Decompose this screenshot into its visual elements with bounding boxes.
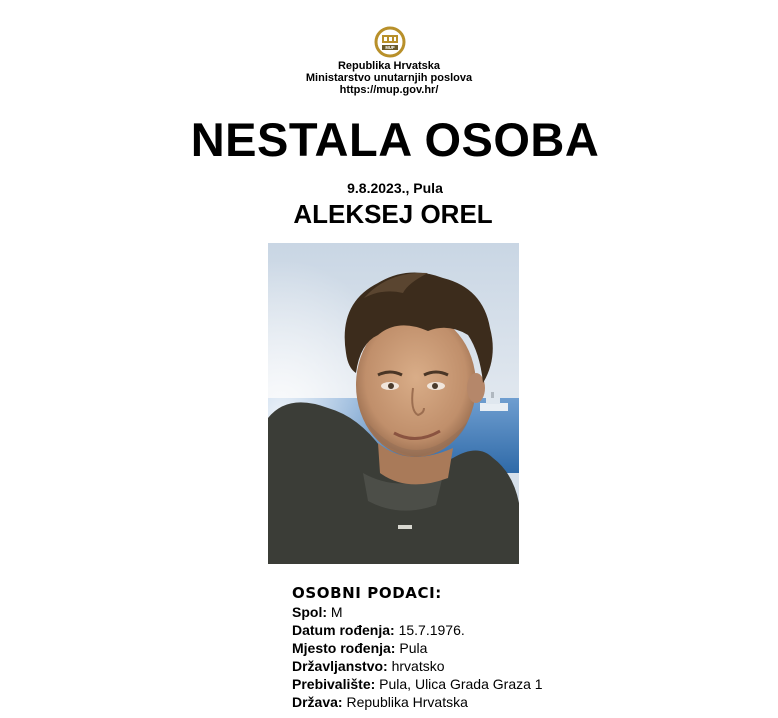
- detail-row-residence: [292, 675, 543, 693]
- detail-label: Prebivalište:: [292, 676, 376, 692]
- date-place: 9.8.2023., Pula: [347, 180, 443, 196]
- detail-label: Spol:: [292, 604, 327, 620]
- notice-title: NESTALA OSOBA: [190, 113, 600, 166]
- org-website[interactable]: https://mup.gov.hr/: [339, 84, 439, 96]
- detail-value: hrvatsko: [387, 658, 445, 674]
- detail-label: Mjesto rođenja:: [292, 640, 396, 656]
- detail-label: Država:: [292, 694, 343, 710]
- detail-value: Pula, Ulica Grada Graza 1: [375, 676, 543, 692]
- person-name: ALEKSEJ OREL: [293, 199, 493, 229]
- logo-text: MUP: [385, 45, 395, 50]
- detail-row-citizenship: [292, 657, 543, 675]
- detail-value: Pula: [395, 640, 428, 656]
- detail-label: Državljanstvo:: [292, 658, 388, 674]
- detail-label: Datum rođenja:: [292, 622, 395, 638]
- detail-row-country: [292, 693, 543, 711]
- person-photo: [268, 243, 519, 564]
- detail-row-sex: [292, 603, 543, 621]
- detail-row-birth-place: [292, 639, 543, 657]
- mup-logo: [373, 26, 407, 58]
- detail-value: M: [327, 604, 343, 620]
- detail-value: Republika Hrvatska: [342, 694, 468, 710]
- org-country: Republika Hrvatska: [337, 60, 441, 72]
- detail-value: 15.7.1976.: [394, 622, 465, 638]
- detail-row-birth-date: [292, 621, 543, 639]
- details-heading: OSOBNI PODACI:: [292, 584, 442, 602]
- org-ministry: Ministarstvo unutarnjih poslova: [305, 72, 473, 84]
- personal-details: [292, 584, 543, 711]
